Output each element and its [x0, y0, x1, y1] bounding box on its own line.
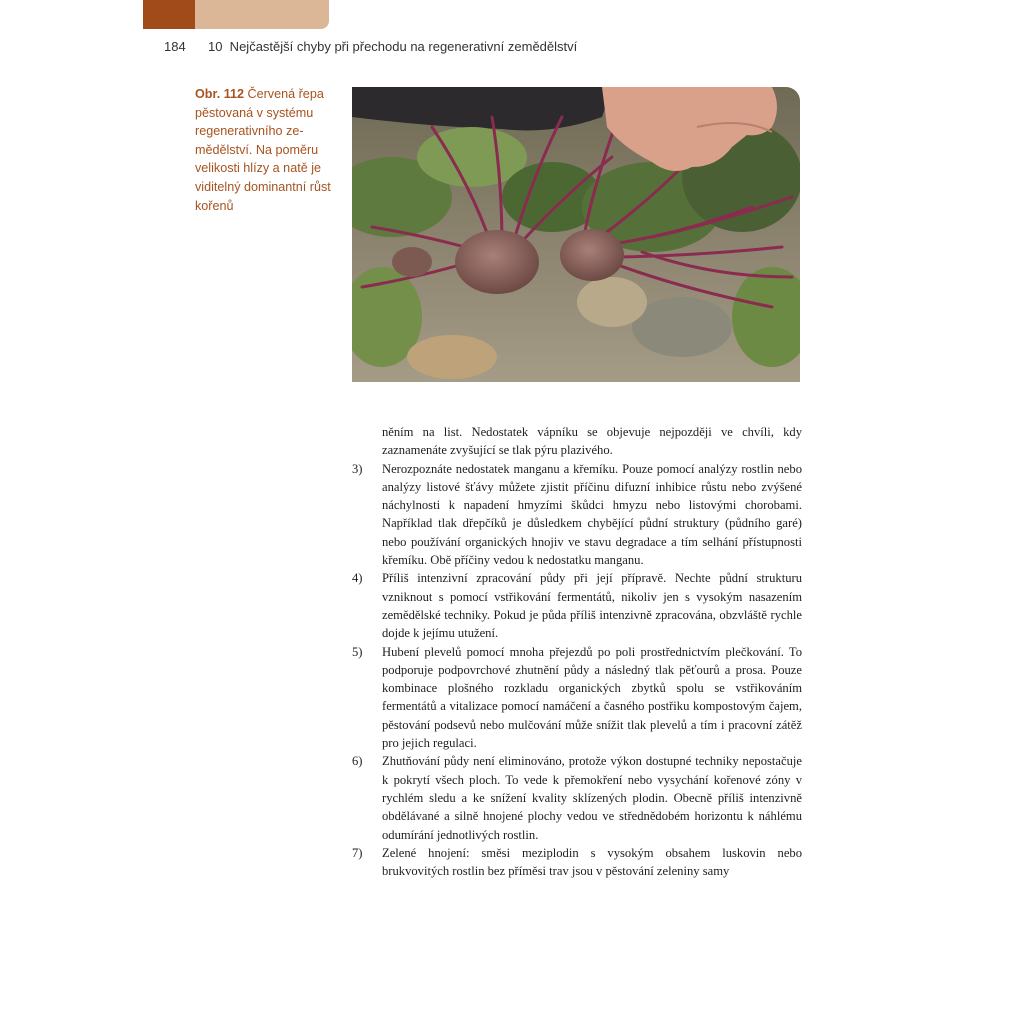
figure-caption-text: Červená řepa pěstovaná v systému regenerativního ze-mědělství. Na poměru velikosti hlízy a natě je viditelný dominantní růst kořenů: [195, 87, 331, 213]
list-item: [352, 460, 802, 570]
list-item: [352, 643, 802, 753]
list-item-number: 5): [352, 644, 363, 659]
list-item-text: Nerozpoznáte nedostatek manganu a křemíku. Pouze pomocí analýzy rostlin nebo analýzy listové šťávy můžete zjistit příčinu difuzní inhibice růstu nebo zvýšené náchylnosti k napadení hmyzími škůdci hmyzu nebo listovými chorobami. Například tlak dřepčíků je důsledkem chybějící půdní struktury (půdního garé) nebo používání organických hnojiv ve stavu degradace a tím selhání přístupnosti křemíku. Obě příčiny vedou k nedostatku manganu.: [382, 461, 802, 568]
beetroot-photo: [352, 87, 800, 382]
chapter-title: 10 Nejčastější chyby při přechodu na regenerativní zemědělství: [208, 39, 578, 54]
header-tab: [195, 0, 329, 29]
header-tab-accent: [143, 0, 195, 29]
list-item-number: 3): [352, 461, 363, 476]
list-item: [352, 844, 802, 881]
list-item: [352, 752, 802, 843]
list-item-number: 6): [352, 754, 363, 769]
list-item-number: 4): [352, 571, 363, 586]
running-header: [164, 39, 577, 54]
list-item: [352, 569, 802, 642]
figure-label: Obr. 112: [195, 87, 245, 101]
list-item-text: Zhutňování půdy není eliminováno, protože výkon dostupné techniky nepostačuje k pokrytí všech ploch. To vede k přemokření nebo vysychání kořenové zóny v rychlém sledu a ke snížení kvality sklízených plodin. Obecně příliš intenzivně obdělávané a silně hnojené plochy vedou ve střednědobém horizontu k náhlému odumírání jednotlivých rostlin.: [382, 754, 802, 842]
list-item-text: Zelené hnojení: směsi meziplodin s vysokým obsahem luskovin nebo brukvovitých rostlin bez příměsi trav jsou v pěstování zeleniny samy: [382, 845, 802, 879]
figure-caption: [195, 85, 345, 215]
list-item-text: Hubení plevelů pomocí mnoha přejezdů po poli prostřednictvím plečkování. To podporuje podpovrchové zhutnění půdy a následný tlak pěťourů a prosa. Pouze kombinace plošného rozkladu organických zbytků spolu se vstřikováním fermentátů a vitalizace pomocí namáčení a časného postřiku kompostovým čajem, pěstování podsevů nebo mulčování může snížit tlak plevelů a tím i pracovní zátěž pro jejich regulaci.: [382, 644, 802, 751]
list-item-number: 7): [352, 845, 363, 860]
list-item-text: Příliš intenzivní zpracování půdy při její přípravě. Nechte půdní strukturu vzniknout s pomocí vstřikování fermentátů, nikoliv jen s vysokým nasazením zemědělské techniky. Pokud je půda příliš intenzivně zpracována, obzvláště rychle dojde k jejímu utužení.: [382, 571, 802, 641]
continued-paragraph: něním na list. Nedostatek vápníku se objevuje nejpozději ve chvíli, kdy zaznamenáte zvyšující se tlak pýru plazivého.: [382, 425, 802, 458]
page-number: 184: [164, 39, 186, 54]
body-text: [352, 423, 802, 880]
